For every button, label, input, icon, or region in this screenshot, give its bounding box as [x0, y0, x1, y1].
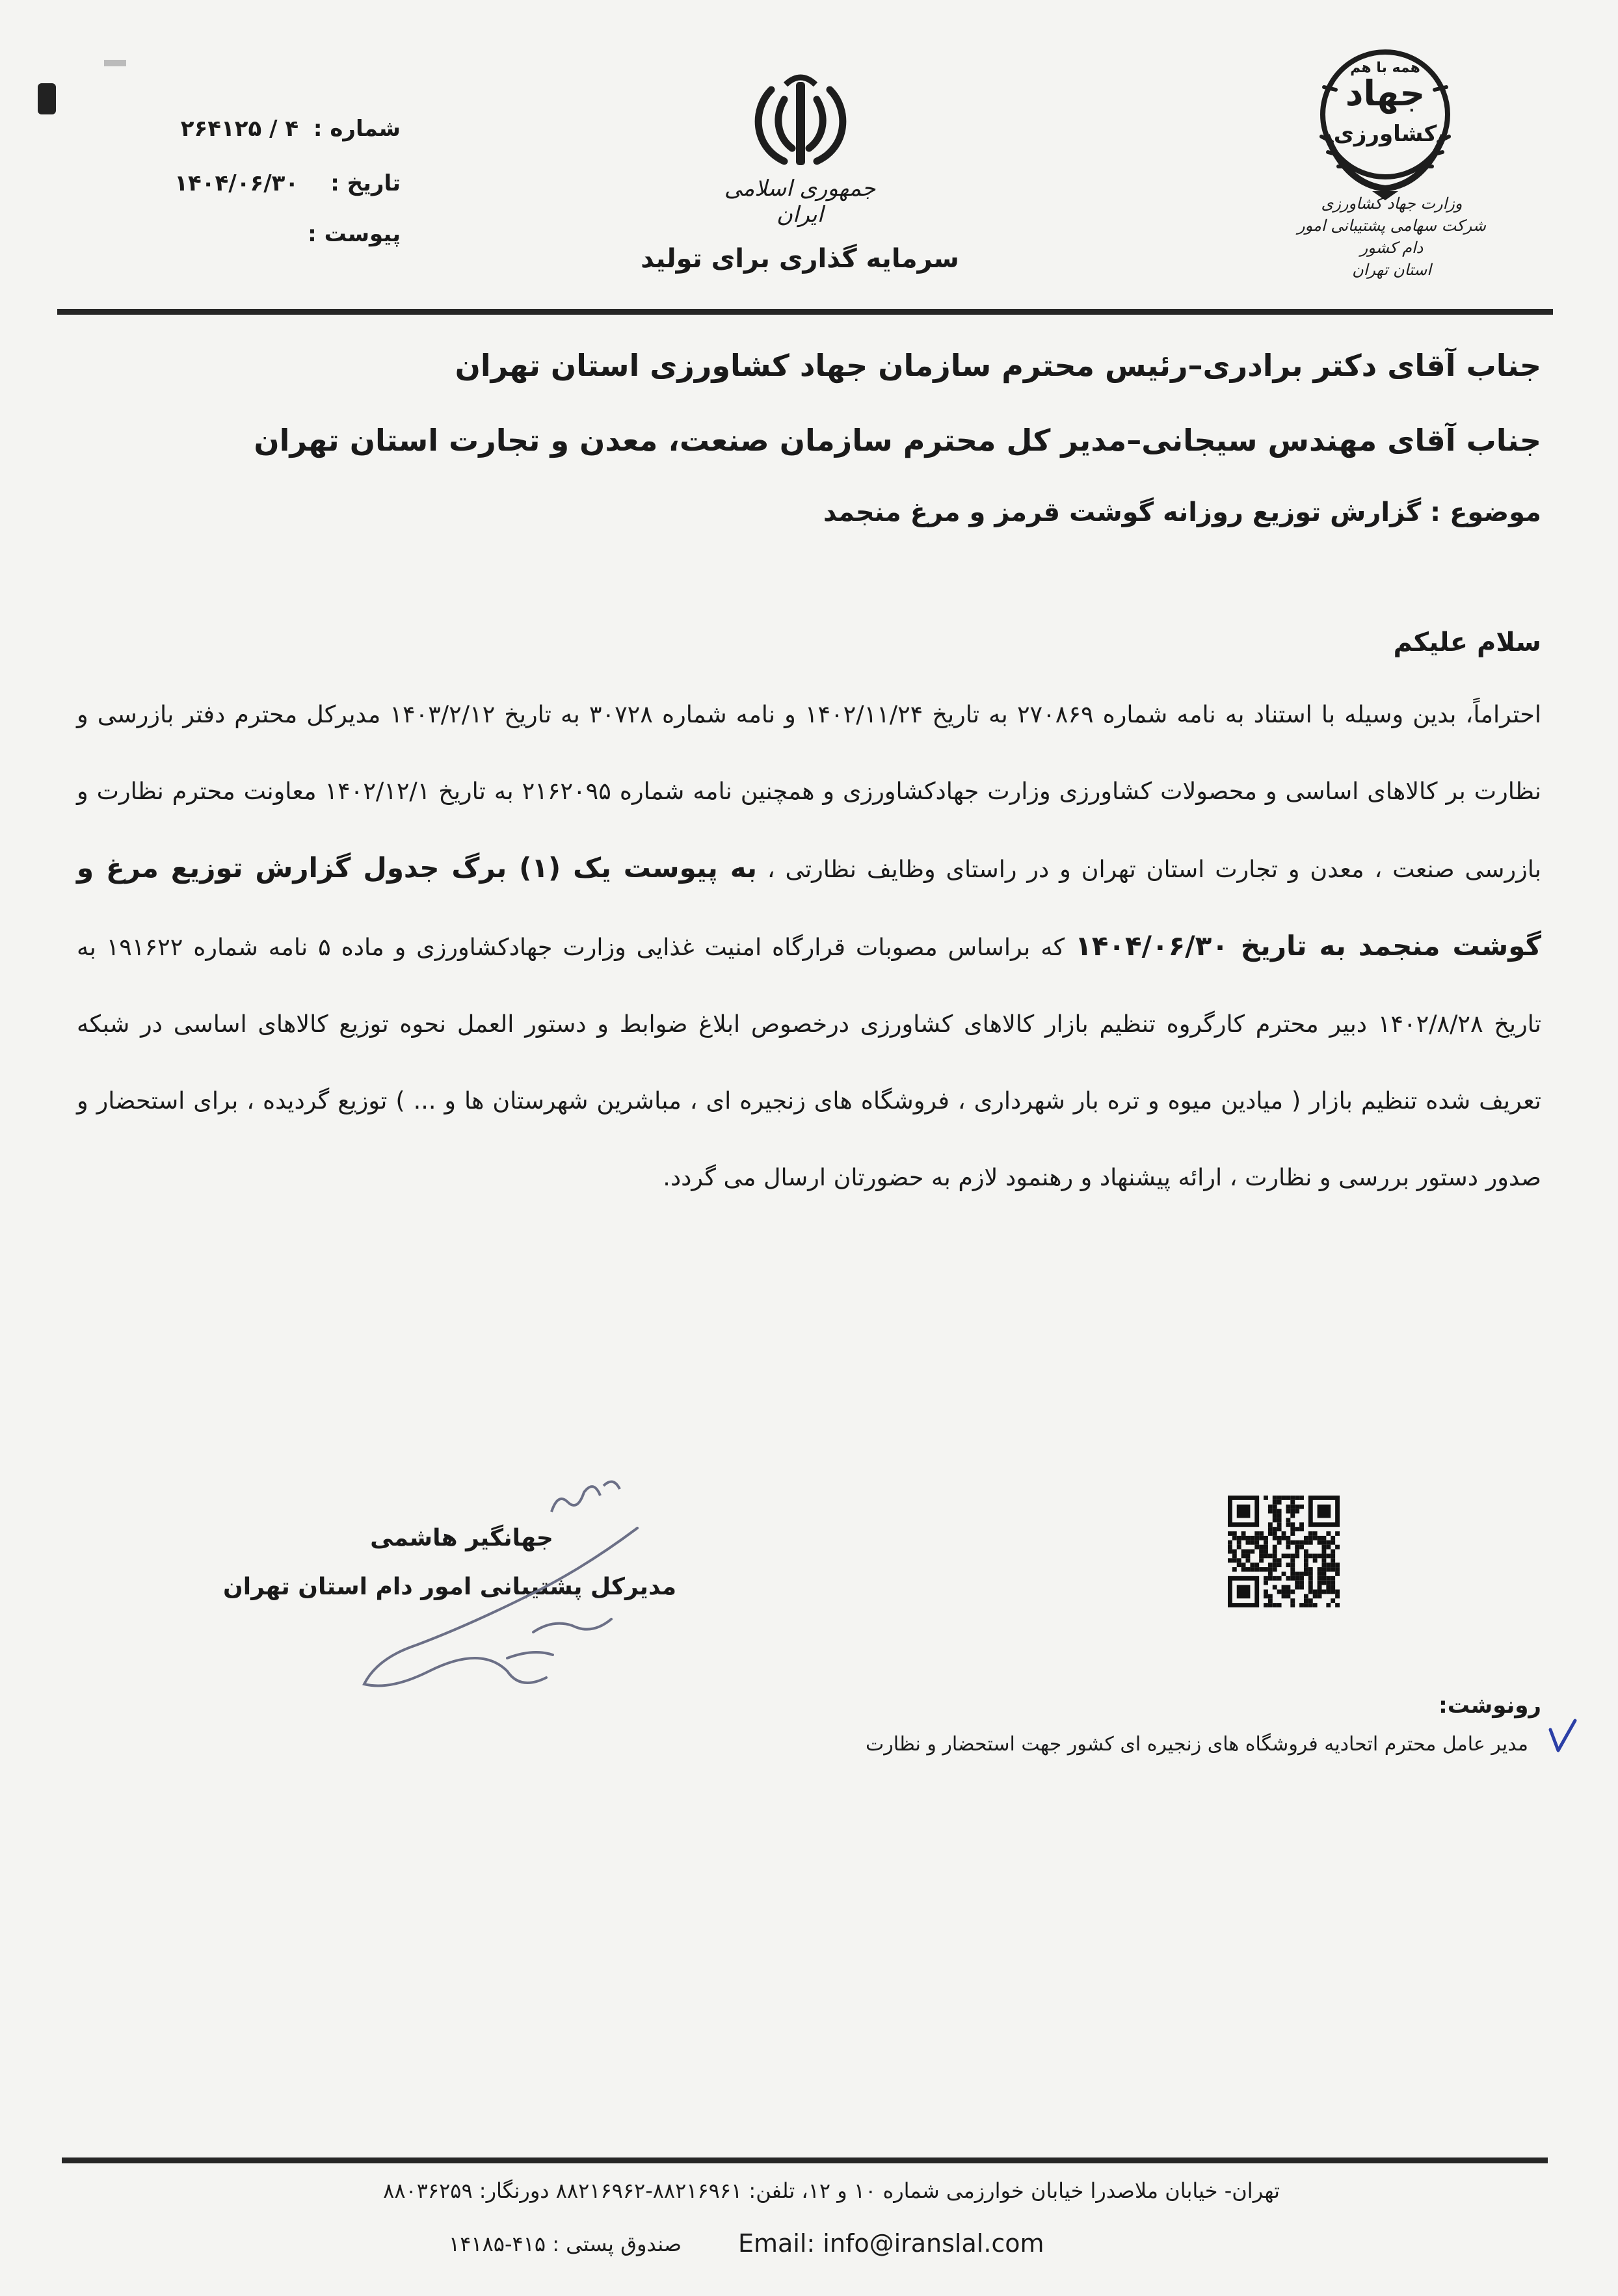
iran-emblem-icon — [745, 70, 856, 174]
scan-mark — [38, 83, 56, 114]
subject-line: موضوع : گزارش توزیع روزانه گوشت قرمز و مرغ منجمد — [823, 497, 1541, 527]
signer-title: مدیرکل پشتیبانی امور دام استان تهران — [223, 1574, 676, 1600]
cc-item: مدیر عامل محترم اتحادیه فروشگاه های زنجیره ای کشور جهت استحضار و نظارت — [865, 1733, 1528, 1756]
ministry-line: استان تهران — [1352, 261, 1431, 279]
handwritten-note — [538, 1466, 636, 1525]
footer-rule — [62, 2157, 1548, 2163]
letter-date — [174, 170, 401, 196]
date-value: ۱۴۰۴/۰۶/۳۰ — [174, 170, 299, 196]
letter-attachment — [308, 221, 401, 247]
logo-brand-bottom: کشاورزی — [1333, 121, 1437, 147]
slogan: سرمایه گذاری برای تولید — [641, 244, 959, 274]
ministry-line: شرکت سهامی پشتیبانی امور دام کشور — [1297, 217, 1486, 257]
signer-name: جهانگیر هاشمی — [370, 1525, 553, 1551]
header-rule — [57, 309, 1553, 315]
body-text-part: احتراماً، بدین وسیله با استناد به نامه شماره ۲۷۰۸۶۹ به تاریخ ۱۴۰۲/۱۱/۲۴ و نامه شماره ۳۰۷۲۸ به تاریخ ۱۴۰۳/۲/۱۲ مدیرکل محترم دفتر بازرسی و نظارت بر کالاهای اساسی و محصولات کشاورزی وزارت جهادکشاورزی و همچنین نامه شماره ۲۱۶۲۰۹۵ به تاریخ ۱۴۰۲/۱۲/۱ معاونت محترم نظارت و بازرسی صنعت ، معدن و تجارت استان تهران و در راستای وظایف نظارتی ، — [77, 700, 1542, 883]
qr-code — [1228, 1496, 1340, 1607]
recipient-line: جناب آقای دکتر برادری–رئیس محترم سازمان جهاد کشاورزی استان تهران — [455, 348, 1541, 383]
greeting: سلام علیکم — [1393, 627, 1541, 657]
emblem-caption: جمهوری اسلامی ایران — [724, 176, 876, 228]
body-bold-text: به پیوست یک (۱) برگ جدول گزارش توزیع مرغ و گوشت منجمد به تاریخ ۱۴۰۴/۰۶/۳۰ — [77, 852, 1541, 962]
logo-brand-top: جهاد — [1345, 73, 1426, 114]
letter-number — [181, 116, 401, 142]
footer-email: Email: info@iranslal.com — [738, 2229, 1044, 2258]
logo-motto: همه با هم — [1350, 60, 1420, 76]
number-label: شماره : — [313, 116, 401, 142]
recipient-line: جناب آقای مهندس سیجانی–مدیر کل محترم سازمان صنعت، معدن و تجارت استان تهران — [254, 423, 1541, 458]
ministry-lines — [1294, 192, 1489, 281]
checkmark-icon — [1546, 1717, 1579, 1756]
letter-body — [77, 676, 1541, 1216]
attachment-label: پیوست : — [308, 221, 401, 247]
cc-heading: رونوشت: — [1439, 1693, 1541, 1719]
number-value: ۴ / ۲۶۴۱۲۵ — [180, 116, 299, 142]
footer-po-box: صندوق پستی : ۴۱۵-۱۴۱۸۵ — [449, 2232, 682, 2256]
handwritten-signature — [338, 1522, 676, 1704]
scan-mark — [104, 60, 126, 66]
date-label: تاریخ : — [330, 170, 401, 196]
footer-address: تهران- خیابان ملاصدرا خیابان خوارزمی شماره ۱۰ و ۱۲، تلفن: ۸۸۲۱۶۹۶۱-۸۸۲۱۶۹۶۲ دورنگار: ۸۸۰۳۶۲۵۹ — [383, 2178, 1280, 2203]
body-text-part: که براساس مصوبات قرارگاه امنیت غذایی وزارت جهادکشاورزی و ماده ۵ نامه شماره ۱۹۱۶۲۲ به تاریخ ۱۴۰۲/۸/۲۸ دبیر محترم کارگروه تنظیم بازار کالاهای کشاورزی درخصوص ابلاغ ضوابط و دستور العمل نحوه توزیع کالاهای اساسی در شبکه تعریف شده تنظیم بازار ( میادین میوه و تره بار شهرداری ، فروشگاه های زنجیره ای ، مباشرین شهرستان ها و ... ) توزیع گردیده ، برای استحضار و صدور دستور بررسی و نظارت ، ارائه پیشنهاد و رهنمود لازم به حضورتان ارسال می گردد. — [77, 933, 1542, 1191]
ministry-line: وزارت جهاد کشاورزی — [1321, 194, 1463, 213]
